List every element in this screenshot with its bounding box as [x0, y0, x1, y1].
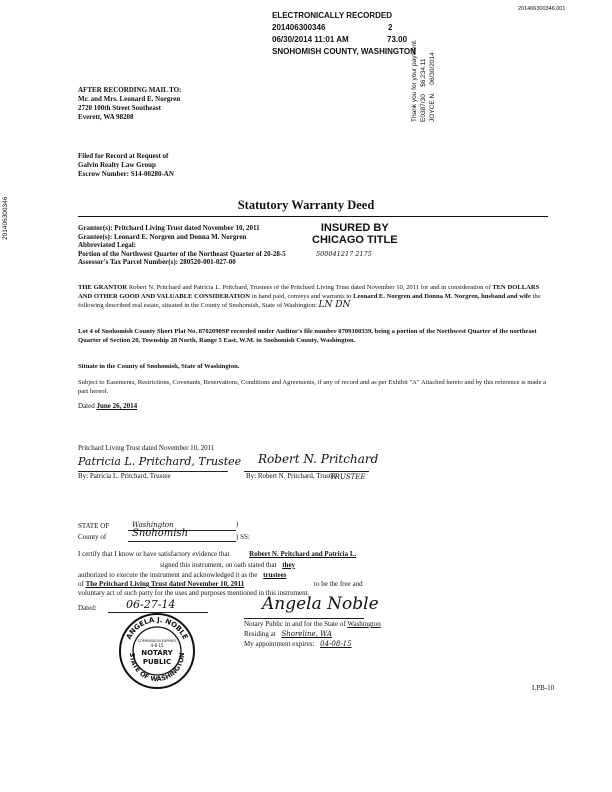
notary-dated-label: Dated:	[78, 604, 97, 612]
situate-statement: Situate in the County of Snohomish, State of Washington.	[78, 363, 240, 370]
insured-stamp: INSURED BY CHICAGO TITLE	[312, 222, 398, 246]
signature-patricia: Patricia L. Pritchard, Trustee	[78, 455, 242, 468]
insured-handwritten: 500041217 2175	[316, 250, 372, 258]
filed-for-block: Filed for Record at Request of Galvin Realty Law Group Escrow Number: S14-00280-AN	[78, 152, 174, 178]
mail-to-block: AFTER RECORDING MAIL TO: Mr. and Mrs. Leonard E. Norgren 2720 100th Street Southeast Everett, WA 98208	[78, 86, 182, 121]
seal-state: STATE OF WASHINGTON	[127, 652, 187, 684]
notary-county-value: Snohomish	[132, 528, 189, 539]
bracket-top: )	[236, 520, 239, 528]
recording-datetime: 06/30/2014 11:01 AM	[272, 35, 349, 44]
notary-state-value: Washington	[132, 521, 174, 529]
seal-public: PUBLIC	[142, 658, 172, 666]
cert-line-5: to be the free and voluntary act of such party for the uses and purposes mentioned in this instrument.	[78, 580, 363, 597]
page-title: Statutory Warranty Deed	[237, 198, 375, 212]
notary-public-line: Notary Public in and for the State of Washington	[244, 620, 381, 628]
recording-county: SNOHOMISH COUNTY, WASHINGTON	[272, 47, 416, 56]
signature-label-2: By: Robert N. Pritchard, Trustee	[246, 472, 337, 480]
seal-date: 4-8-15	[150, 643, 164, 648]
signature-robert: Robert N. Pritchard	[258, 452, 379, 466]
notary-ss: ) SS:	[236, 533, 250, 541]
title-rule	[78, 216, 548, 217]
seal-name: ANGELA J. NOBLE	[124, 615, 190, 641]
grantee-initials: LN DN	[318, 300, 351, 310]
notary-state-label: STATE OF	[78, 522, 110, 530]
cert-line-2: signed this instrument, on oath stated that they	[160, 561, 296, 569]
notary-county-label: County of	[78, 533, 107, 541]
payment-stamp: Thank you for your payment. E0387/30 $6,234.11 JOYCE N. 06/30/2014	[411, 39, 436, 122]
form-code: LPB-10	[532, 684, 555, 692]
recording-fee: 73.00	[387, 35, 408, 44]
subject-to-paragraph: Subject to Easements, Restrictions, Covenants, Reservations, Conditions and Agreements, if any of record and as per Exhibit "A" Attached hereto and by this reference is made a part hereof.	[78, 379, 547, 395]
cert-line-3: authorized to execute the instrument and acknowledged it as the trustees	[78, 571, 287, 579]
seal-commission: COMMISSION EXPIRES	[137, 639, 177, 643]
notary-expires: My appointment expires: 04-08-15	[244, 640, 352, 648]
conveyance-paragraph: THE GRANTOR Robert N. Pritchard and Patricia L. Pritchard, Trustees of the Pritchard Living Trust dated November 10, 2011 for and in consideration of TEN DOLLARS AND OTHER GOOD AND VALUABLE CONSIDERATION in hand paid, conveys and warrants to Leonard E. Norgren and Donna M. Norgren, husband and wife the following described real estate, situated in the County of Snohomish, State of Washington: LN DN	[78, 284, 541, 310]
seal-notary: NOTARY	[141, 649, 173, 657]
notary-signature-line	[244, 618, 364, 619]
cert-line-1: I certify that I know or have satisfactory evidence that Robert N. Pritchard and Patricia L.	[78, 550, 357, 558]
recording-title: ELECTRONICALLY RECORDED	[272, 11, 393, 20]
notary-signature: Angela Noble	[262, 594, 379, 614]
document-id: 201406300346.001	[518, 6, 566, 12]
recording-number: 201406300346	[272, 23, 326, 32]
deed-dated: Dated June 26, 2014	[78, 402, 138, 410]
trust-name: Pritchard Living Trust dated November 10, 2011	[78, 444, 215, 452]
signature-label-1: By: Patricia L. Pritchard, Trustee	[78, 472, 171, 480]
recording-pages: 2	[388, 23, 393, 32]
county-line	[128, 541, 236, 542]
parties-block: Grantor(s): Pritchard Living Trust dated November 10, 2011 Grantee(s): Leonard E. Norgren and Donna M. Norgren Abbreviated Legal: Portion of the Northwest Quarter of the Northeast Quarter of 20-28-5 Assessor's Tax Parcel Number(s): 280520-001-027-00	[78, 224, 286, 266]
notary-seal	[118, 612, 196, 690]
signature-trustee-mark: TRUSTEE	[330, 473, 366, 481]
notary-dated-value: 06-27-14	[126, 598, 176, 611]
legal-description: Lot 4 of Snohomish County Short Plat No. 8702090SP recorded under Auditor's file number 8709100339, being a portion of the Northwest Quarter of the northeast Quarter of Section 20, Township 28 North, Range 5 East, W.M. in Snohomish County, Washington.	[78, 328, 537, 344]
mail-to-label: AFTER RECORDING MAIL TO:	[78, 86, 182, 94]
cert-line-4: of The Pritchard Living Trust dated November 10, 2011	[78, 580, 245, 588]
margin-recording-number: 201406300346	[2, 196, 9, 240]
notary-residing: Residing at Shoreline, WA	[244, 630, 332, 638]
